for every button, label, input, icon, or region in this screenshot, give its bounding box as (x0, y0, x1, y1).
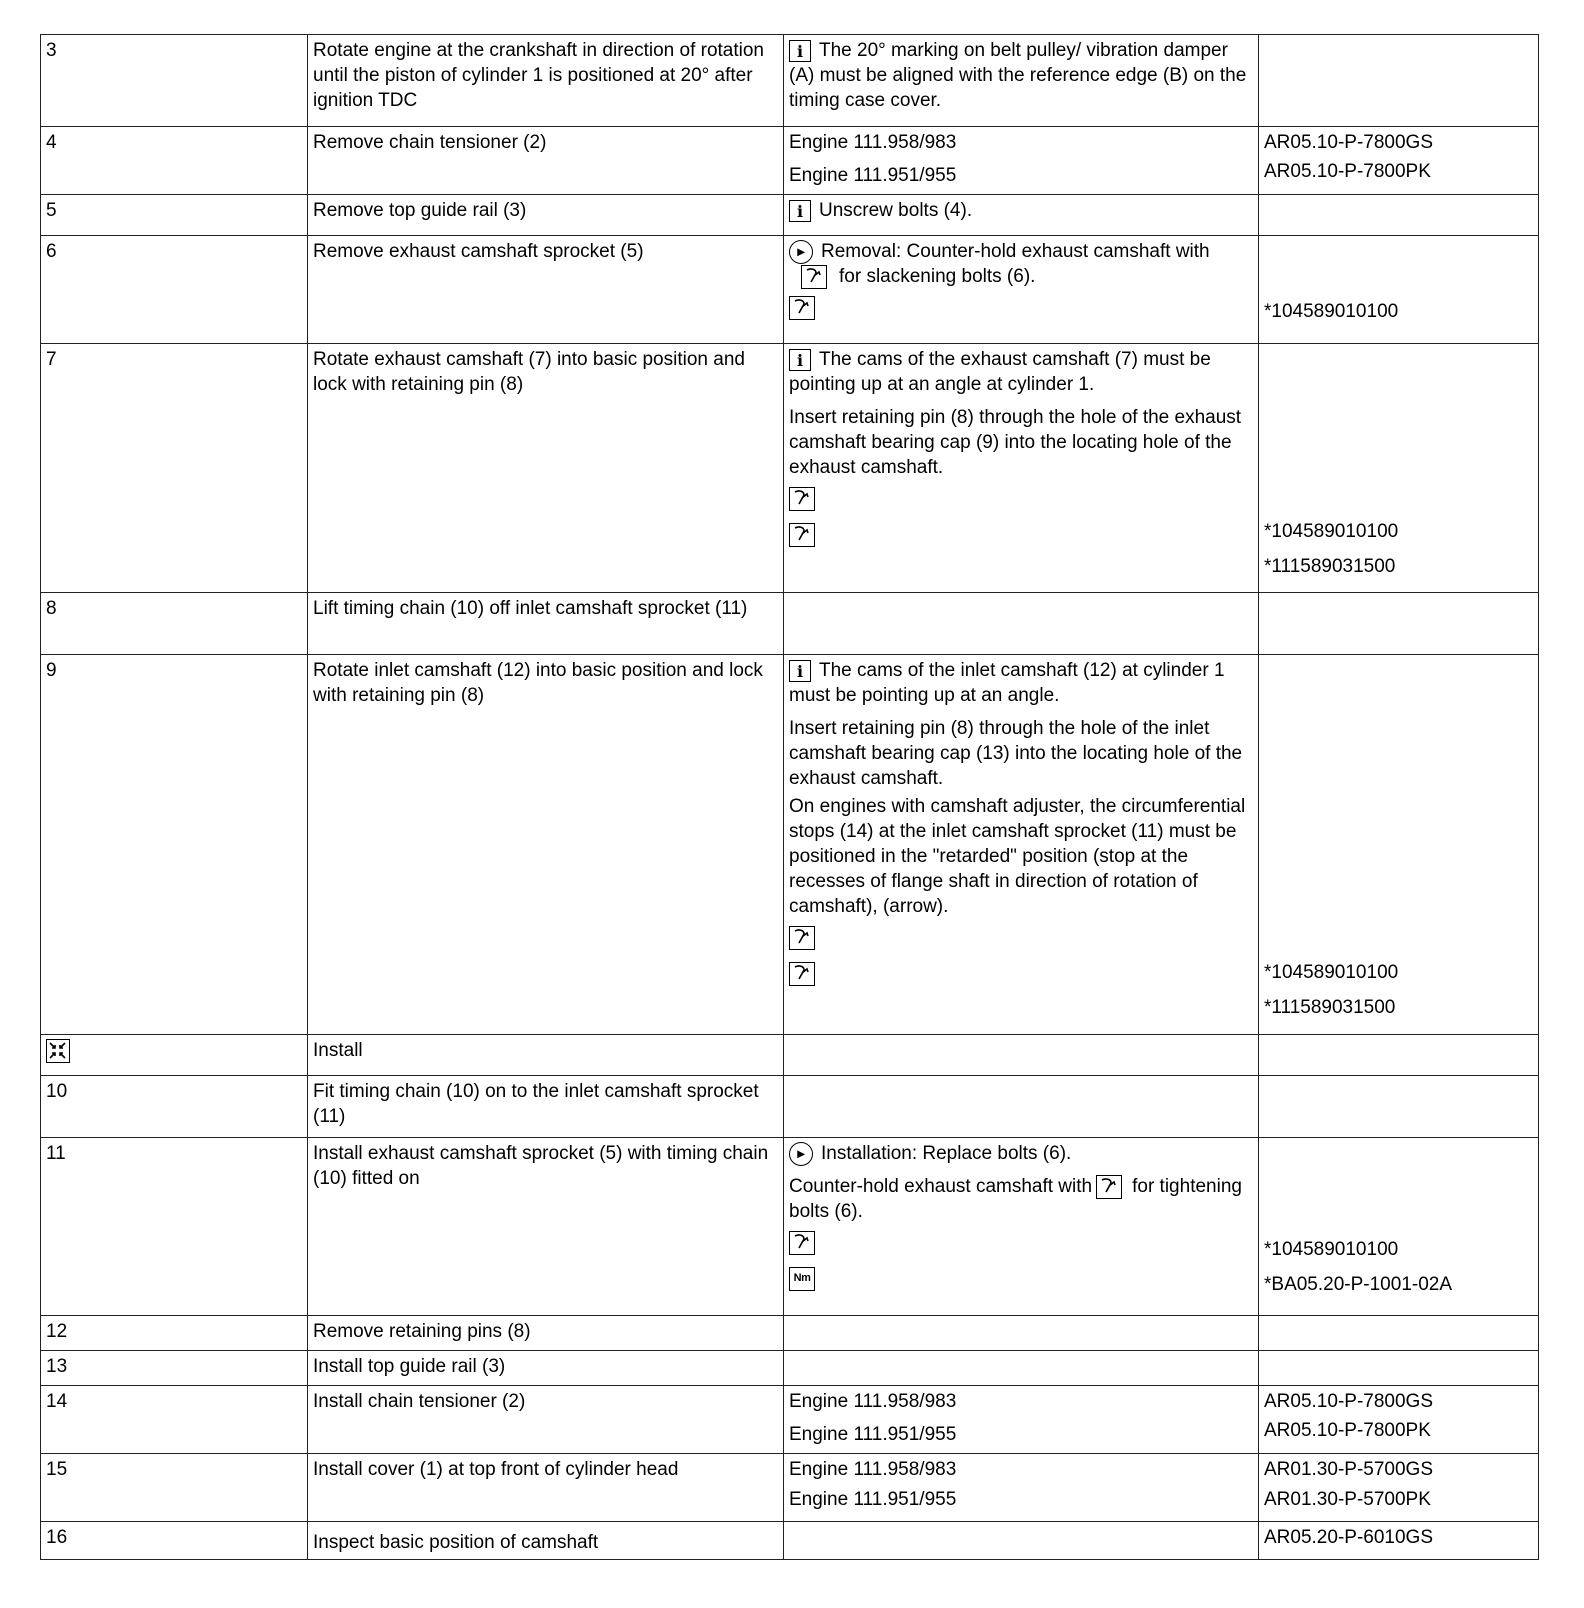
step-number: 3 (41, 35, 308, 127)
step-note (784, 1316, 1259, 1351)
step-ref (1259, 1454, 1539, 1522)
torque-reference[interactable]: *BA05.20-P-1001-02A (1264, 1274, 1453, 1295)
step-number: 10 (41, 1076, 308, 1138)
step-action: Lift timing chain (10) off inlet camshaft sprocket (11) (308, 593, 784, 655)
step-number: 9 (41, 655, 308, 1035)
special-tool-icon[interactable] (801, 265, 827, 289)
step-ref (1259, 593, 1539, 655)
reference-link[interactable]: AR01.30-P-5700GS (1264, 1459, 1433, 1480)
table-row (41, 35, 1539, 127)
step-action: Install chain tensioner (2) (308, 1386, 784, 1454)
step-action: Remove chain tensioner (2) (308, 127, 784, 195)
step-action: Rotate engine at the crankshaft in direction of rotation until the piston of cylinder 1 is positioned at 20° after ignition TDC (308, 35, 784, 127)
tool-number[interactable]: *104589010100 (1264, 1239, 1399, 1260)
step-number: 12 (41, 1316, 308, 1351)
step-number: 16 (41, 1522, 308, 1560)
step-ref (1259, 35, 1539, 127)
table-row (41, 127, 1539, 195)
step-note (784, 1454, 1259, 1522)
special-tool-icon[interactable] (789, 487, 815, 511)
tool-number[interactable]: *104589010100 (1264, 962, 1399, 983)
step-action: Install cover (1) at top front of cylinder head (308, 1454, 784, 1522)
step-note (784, 1386, 1259, 1454)
step-note (784, 593, 1259, 655)
step-ref (1259, 127, 1539, 195)
step-note: ▸ Removal: Counter-hold exhaust camshaft with for slackening bolts (6). (784, 236, 1259, 344)
step-action: Install exhaust camshaft sprocket (5) with timing chain (10) fitted on (308, 1138, 784, 1316)
info-icon: i (789, 660, 811, 682)
step-note: ▸ Installation: Replace bolts (6). Counter-hold exhaust camshaft with for tightening bolts (6). Nm (784, 1138, 1259, 1316)
reference-link[interactable]: AR05.20-P-6010GS (1264, 1527, 1433, 1548)
special-tool-icon[interactable] (789, 296, 815, 320)
info-icon: i (789, 200, 811, 222)
step-ref (1259, 195, 1539, 236)
table-row (41, 1076, 1539, 1138)
step-action: Remove retaining pins (8) (308, 1316, 784, 1351)
table-row (41, 1138, 1539, 1316)
step-ref (1259, 344, 1539, 593)
step-action: Remove exhaust camshaft sprocket (5) (308, 236, 784, 344)
step-action: Install top guide rail (3) (308, 1351, 784, 1386)
step-number: 14 (41, 1386, 308, 1454)
info-icon: i (789, 349, 811, 371)
tool-number[interactable]: *104589010100 (1264, 521, 1399, 542)
engine-variant: Engine 111.958/983 (789, 1459, 957, 1480)
table-row (41, 593, 1539, 655)
torque-nm-icon[interactable]: Nm (789, 1267, 815, 1291)
step-number: 13 (41, 1351, 308, 1386)
step-action: Inspect basic position of camshaft (308, 1522, 784, 1560)
step-ref (1259, 1522, 1539, 1560)
step-number: 7 (41, 344, 308, 593)
step-ref (1259, 236, 1539, 344)
step-number: 8 (41, 593, 308, 655)
info-icon: i (789, 40, 811, 62)
procedure-table (40, 34, 1539, 1560)
step-ref (1259, 1386, 1539, 1454)
special-tool-icon[interactable] (789, 926, 815, 950)
tool-number[interactable]: *104589010100 (1264, 301, 1399, 322)
step-action: Install (308, 1035, 784, 1076)
step-note: i The 20° marking on belt pulley/ vibration damper (A) must be aligned with the reference edge (B) on the timing case cover. (784, 35, 1259, 127)
note-arrow-icon: ▸ (789, 1142, 813, 1166)
step-note: i The cams of the inlet camshaft (12) at cylinder 1 must be pointing up at an angle. Insert retaining pin (8) through the hole of the inlet camshaft bearing cap (13) into the locating hole of the exhaust camshaft. On engines with camshaft adjuster, the circumferential stops (14) at the inlet camshaft sprocket (11) must be positioned in the "retarded" position (stop at the recesses of flange shaft in direction of rotation of camshaft), (arrow). (784, 655, 1259, 1035)
step-note: i The cams of the exhaust camshaft (7) must be pointing up at an angle at cylinder 1. Insert retaining pin (8) through the hole of the exhaust camshaft bearing cap (9) into the locating hole of the exhaust camshaft. (784, 344, 1259, 593)
step-ref (1259, 1316, 1539, 1351)
step-note (784, 1076, 1259, 1138)
reference-link[interactable]: AR05.10-P-7800PK (1264, 161, 1431, 182)
table-row (41, 1035, 1539, 1076)
special-tool-icon[interactable] (789, 1231, 815, 1255)
table-row (41, 344, 1539, 593)
table-row (41, 655, 1539, 1035)
reference-link[interactable]: AR05.10-P-7800GS (1264, 132, 1433, 153)
table-row (41, 1351, 1539, 1386)
step-note (784, 1351, 1259, 1386)
table-row (41, 1454, 1539, 1522)
engine-variant: Engine 111.958/983 (789, 1391, 957, 1412)
tool-number[interactable]: *111589031500 (1264, 556, 1396, 577)
table-row (41, 1522, 1539, 1560)
table-row (41, 1316, 1539, 1351)
engine-variant: Engine 111.958/983 (789, 132, 957, 153)
step-number: 6 (41, 236, 308, 344)
step-ref (1259, 655, 1539, 1035)
special-tool-icon[interactable] (789, 523, 815, 547)
reference-link[interactable]: AR05.10-P-7800GS (1264, 1391, 1433, 1412)
special-tool-icon[interactable] (789, 962, 815, 986)
step-number: 4 (41, 127, 308, 195)
step-ref (1259, 1351, 1539, 1386)
note-arrow-icon: ▸ (789, 240, 813, 264)
step-action: Rotate inlet camshaft (12) into basic position and lock with retaining pin (8) (308, 655, 784, 1035)
step-number (41, 1035, 308, 1076)
step-number: 5 (41, 195, 308, 236)
step-action: Fit timing chain (10) on to the inlet camshaft sprocket (11) (308, 1076, 784, 1138)
step-note: i Unscrew bolts (4). (784, 195, 1259, 236)
install-icon (46, 1039, 70, 1063)
tool-number[interactable]: *111589031500 (1264, 997, 1396, 1018)
step-ref (1259, 1076, 1539, 1138)
step-note (784, 127, 1259, 195)
reference-link[interactable]: AR05.10-P-7800PK (1264, 1420, 1431, 1441)
special-tool-icon[interactable] (1096, 1175, 1122, 1199)
table-row (41, 195, 1539, 236)
table-row (41, 236, 1539, 344)
engine-variant: Engine 111.951/955 (789, 1489, 957, 1510)
step-note (784, 1522, 1259, 1560)
step-number: 15 (41, 1454, 308, 1522)
step-note (784, 1035, 1259, 1076)
table-row (41, 1386, 1539, 1454)
engine-variant: Engine 111.951/955 (789, 165, 957, 186)
step-number: 11 (41, 1138, 308, 1316)
engine-variant: Engine 111.951/955 (789, 1424, 957, 1445)
step-action: Rotate exhaust camshaft (7) into basic position and lock with retaining pin (8) (308, 344, 784, 593)
step-ref (1259, 1138, 1539, 1316)
reference-link[interactable]: AR01.30-P-5700PK (1264, 1489, 1431, 1510)
step-ref (1259, 1035, 1539, 1076)
step-action: Remove top guide rail (3) (308, 195, 784, 236)
